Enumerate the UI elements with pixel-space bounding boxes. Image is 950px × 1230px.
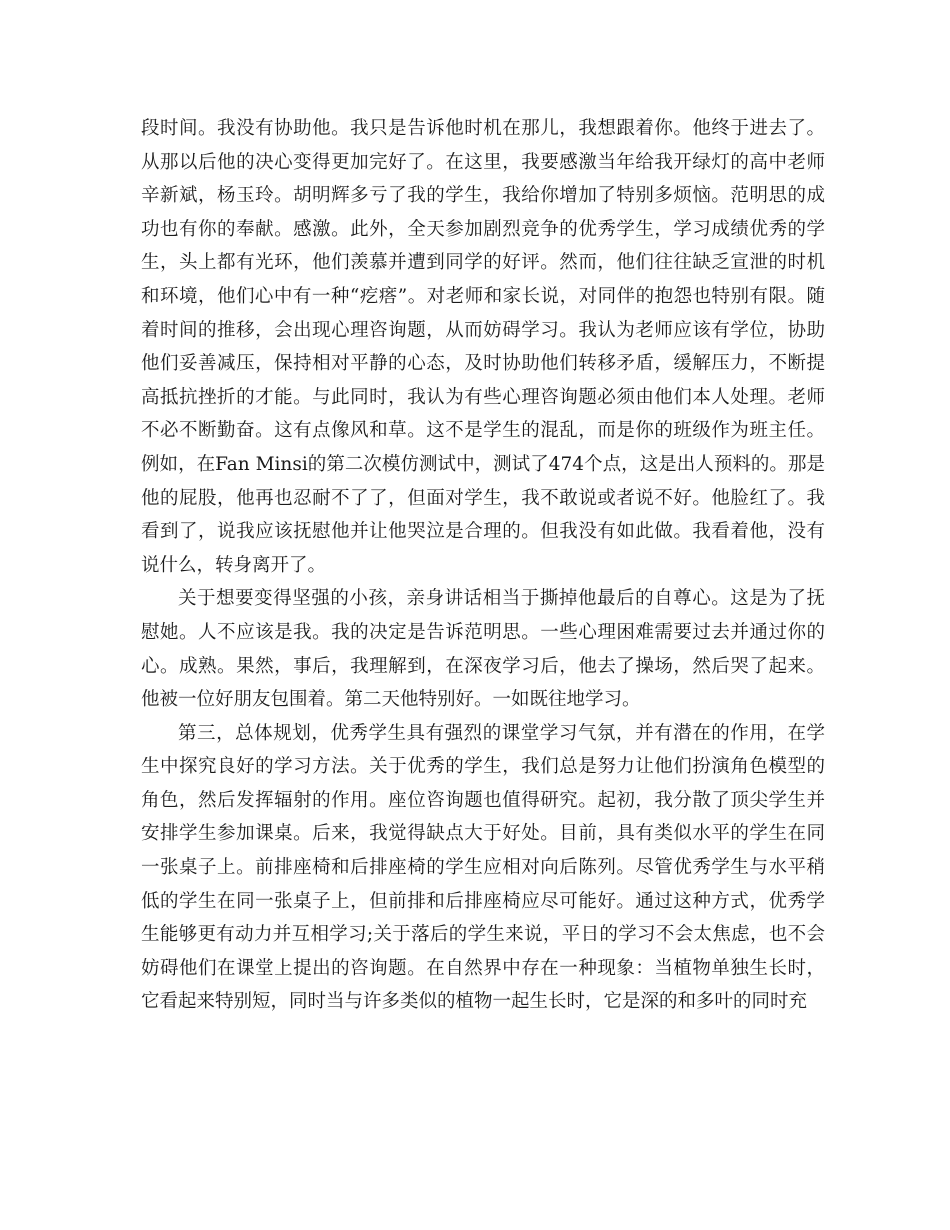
paragraph-2: 关于想要变得坚强的小孩，亲身讲话相当于撕掉他最后的自尊心。这是为了抚慰她。人不应该是我。我的决定是告诉范明思。一些心理困难需要过去并通过你的心。成熟。果然，事后，我理解到，在深夜学习后，他去了操场，然后哭了起来。他被一位好朋友包围着。第二天他特别好。一如既往地学习。	[141, 588, 825, 711]
document-body	[141, 112, 825, 1019]
paragraph-3: 第三，总体规划，优秀学生具有强烈的课堂学习气氛，并有潜在的作用，在学生中探究良好的学习方法。关于优秀的学生，我们总是努力让他们扮演角色模型的角色，然后发挥辐射的作用。座位咨询题也值得研究。起初，我分散了顶尖学生并安排学生参加课桌。后来，我觉得缺点大于好处。目前，具有类似水平的学生在同一张桌子上。前排座椅和后排座椅的学生应相对向后陈列。尽管优秀学生与水平稍低的学生在同一张桌子上，但前排和后排座椅应尽可能好。通过这种方式，优秀学生能够更有动力并互相学习;关于落后的学生来说，平日的学习不会太焦虑，也不会妨碍他们在课堂上提出的咨询题。在自然界中存在一种现象：当植物单独生长时，它看起来特别短，同时当与许多类似的植物一起生长时，它是深的和多叶的同时充	[141, 722, 825, 1013]
paragraph-1: 段时间。我没有协助他。我只是告诉他时机在那儿，我想跟着你。他终于进去了。从那以后他的决心变得更加完好了。在这里，我要感激当年给我开绿灯的高中老师辛新斌，杨玉玲。胡明辉多亏了我的学生，我给你增加了特别多烦恼。范明思的成功也有你的奉献。感激。此外，全天参加剧烈竞争的优秀学生，学习成绩优秀的学生，头上都有光环，他们羡慕并遭到同学的好评。然而，他们往往缺乏宣泄的时机和环境，他们心中有一种“疙瘩”。对老师和家长说，对同伴的抱怨也特别有限。随着时间的推移，会出现心理咨询题，从而妨碍学习。我认为老师应该有学位，协助他们妥善减压，保持相对平静的心态，及时协助他们转移矛盾，缓解压力，不断提高抵抗挫折的才能。与此同时，我认为有些心理咨询题必须由他们本人处理。老师不必不断勤奋。这有点像风和草。这不是学生的混乱，而是你的班级作为班主任。例如，在Fan Minsi的第二次模仿测试中，测试了474个点，这是出人预料的。那是他的屁股，他再也忍耐不了了，但面对学生，我不敢说或者说不好。他脸红了。我看到了，说我应该抚慰他并让他哭泣是合理的。但我没有如此做。我看着他，没有说什么，转身离开了。	[141, 118, 825, 576]
